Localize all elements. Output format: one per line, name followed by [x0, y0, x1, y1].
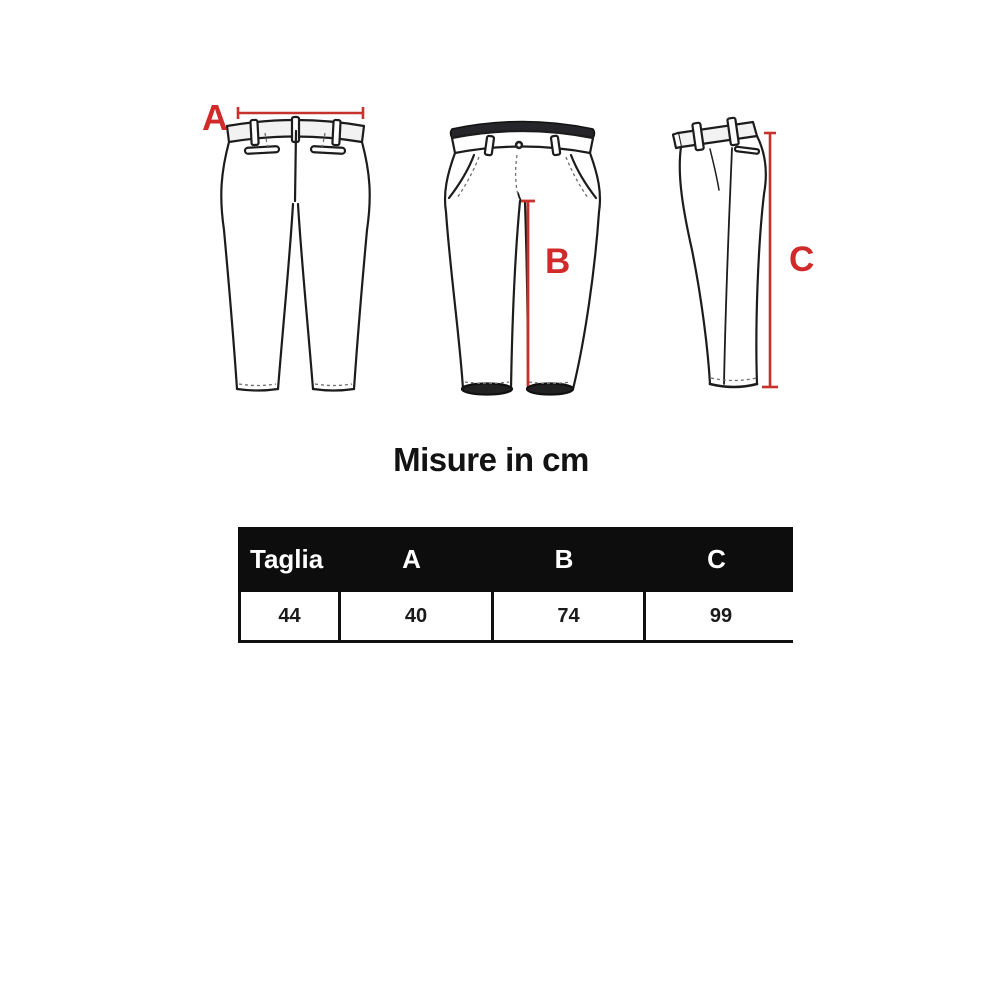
cell-a-value: 40 — [338, 592, 491, 640]
pants-back-view-drawing — [213, 100, 378, 405]
measure-line-b — [521, 201, 535, 386]
pants-side-view-drawing — [658, 110, 793, 400]
page-title: Misure in cm — [393, 441, 589, 478]
measure-label-c: C — [789, 240, 815, 279]
column-header-b: B — [554, 544, 574, 574]
cell-taglia-value: 44 — [241, 592, 338, 640]
measure-line-c — [762, 133, 778, 387]
size-table-header — [238, 527, 793, 592]
size-table — [238, 527, 793, 643]
column-header-a: A — [402, 544, 421, 574]
cell-b-value: 74 — [491, 592, 643, 640]
column-header-taglia: Taglia — [250, 544, 324, 574]
measure-label-a: A — [202, 97, 228, 138]
column-header-c: C — [707, 544, 726, 574]
size-table-row — [238, 592, 793, 643]
pants-front-view-drawing — [435, 105, 610, 405]
cell-c-value: 99 — [643, 592, 796, 640]
measure-label-b: B — [545, 242, 571, 281]
measure-line-a — [238, 107, 363, 119]
